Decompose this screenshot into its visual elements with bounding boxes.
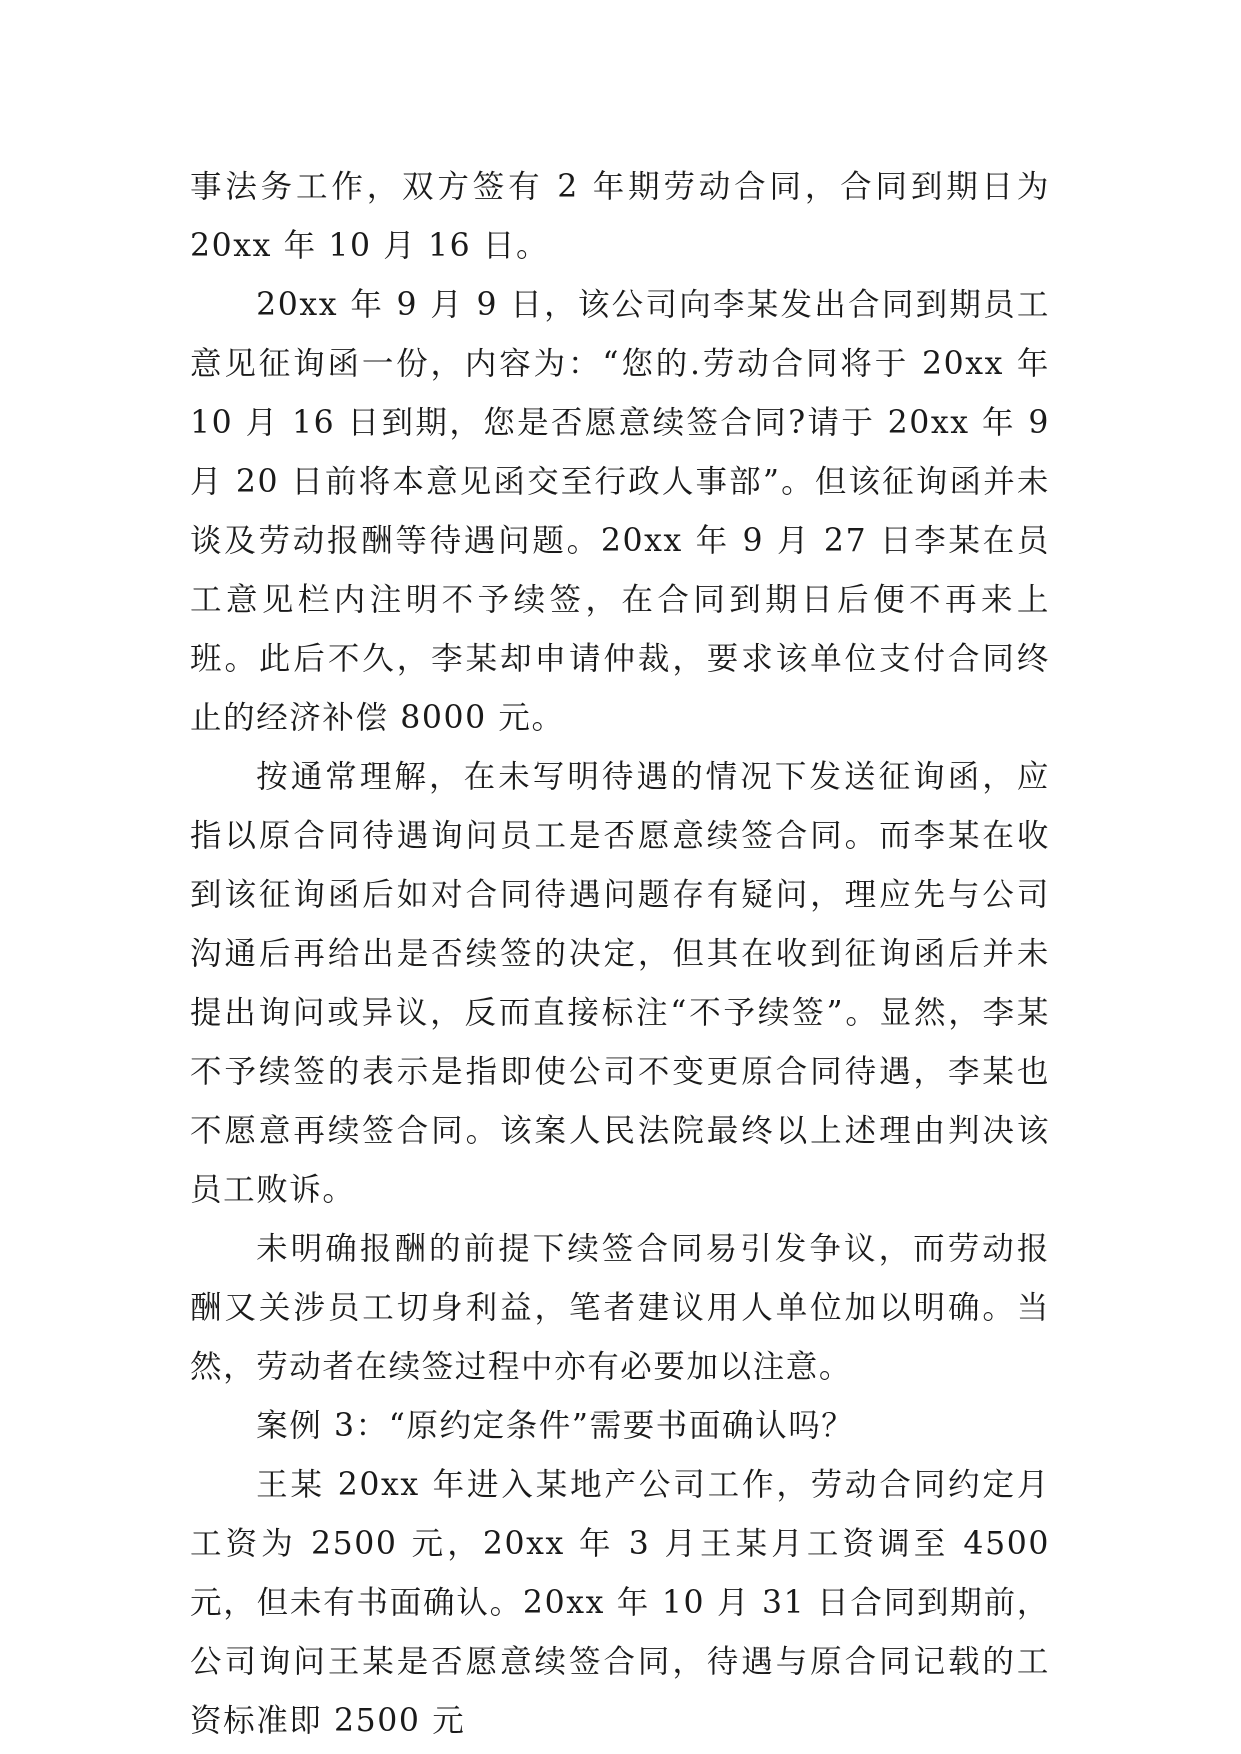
paragraph-continuation: 事法务工作，双方签有 2 年期劳动合同，合同到期日为 20xx 年 10 月 16 日。 (190, 169, 1050, 264)
case-3-heading: 案例 3：“原约定条件”需要书面确认吗？ (256, 1408, 855, 1444)
paragraph-case-2-facts: 20xx 年 9 月 9 日，该公司向李某发出合同到期员工意见征询函一份，内容为：“您的.劳动合同将于 20xx 年 10 月 16 日到期，您是否愿意续签合同?请于 20xx 年 9 月 20 日前将本意见函交至行政人事部”。但该征询函并未谈及劳动报酬等待遇问题。20xx 年 9 月 27 日李某在员工意见栏内注明不予续签，在合同到期日后便不再来上班。此后不久，李某却申请仲裁，要求该单位支付合同终止的经济补偿 8000 元。 (190, 287, 1050, 736)
paragraph-case-2-analysis: 按通常理解，在未写明待遇的情况下发送征询函，应指以原合同待遇询问员工是否愿意续签合同。而李某在收到该征询函后如对合同待遇问题存有疑问，理应先与公司沟通后再给出是否续签的决定，但其在收到征询函后并未提出询问或异议，反而直接标注“不予续签”。显然，李某不予续签的表示是指即使公司不变更原合同待遇，李某也不愿意再续签合同。该案人民法院最终以上述理由判决该员工败诉。 (190, 759, 1050, 1208)
paragraph-case-2-advice: 未明确报酬的前提下续签合同易引发争议，而劳动报酬又关涉员工切身利益，笔者建议用人单位加以明确。当然，劳动者在续签过程中亦有必要加以注意。 (190, 1231, 1050, 1385)
paragraph-case-3-facts: 王某 20xx 年进入某地产公司工作，劳动合同约定月工资为 2500 元，20xx 年 3 月王某月工资调至 4500 元，但未有书面确认。20xx 年 10 月 31 日合同到期前，公司询问王某是否愿意续签合同，待遇与原合同记载的工资标准即 2500 元 (190, 1467, 1050, 1739)
document-body (190, 158, 1050, 1751)
